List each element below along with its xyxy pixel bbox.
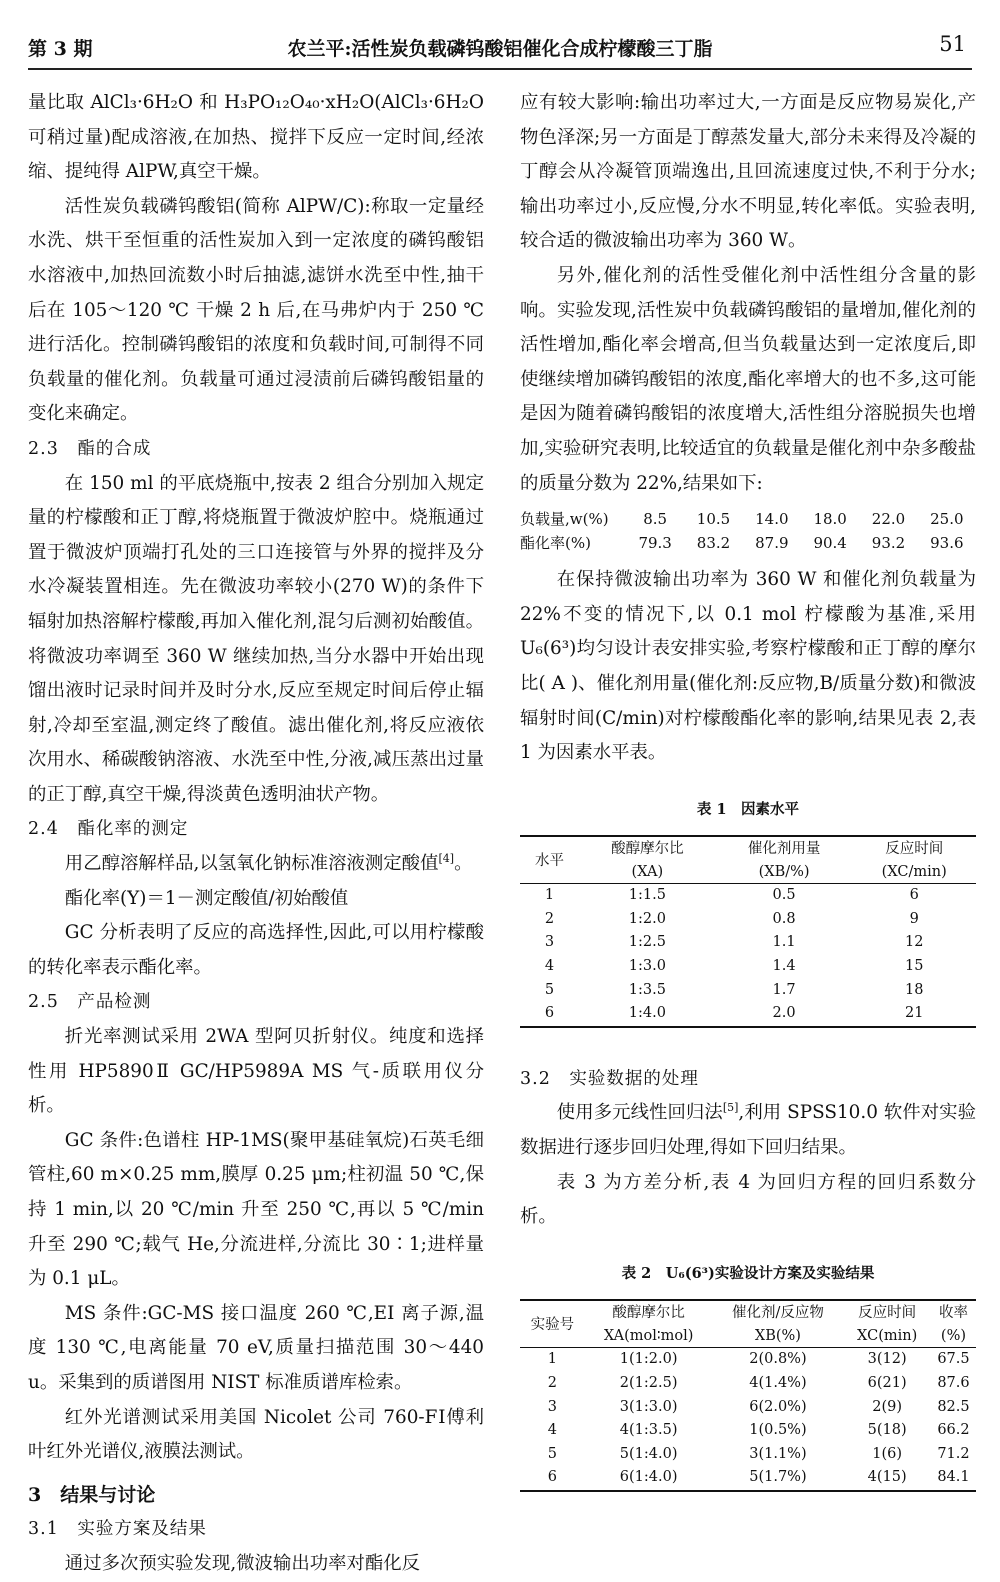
table-1 <box>520 835 976 1028</box>
table-cell: 18 <box>905 981 924 998</box>
table-cell: 71.2 <box>937 1445 970 1462</box>
table-cell: 6 <box>544 1005 555 1022</box>
table-cell: 2 <box>547 1375 558 1391</box>
right-column <box>520 86 976 1492</box>
column-subheader: XC(min) <box>843 1324 931 1348</box>
table-cell: 4(1.4%) <box>749 1375 807 1391</box>
table-cell: 1:2.5 <box>628 934 666 951</box>
table-cell: 5 <box>544 981 555 998</box>
section-heading-3: 3 结果与讨论 <box>28 1483 156 1506</box>
table-row <box>520 884 976 908</box>
table-row <box>520 1396 976 1420</box>
table-2-caption: 表 2 U₆(6³)实验设计方案及实验结果 <box>621 1264 875 1282</box>
paragraph: GC 分析表明了反应的高选择性,因此,可以用柠檬酸的转化率表示酯化率。 <box>28 922 484 978</box>
table-cell: 82.5 <box>937 1398 970 1415</box>
page-number: 51 <box>939 32 966 56</box>
table-cell: 15 <box>905 958 924 975</box>
table-cell: 3 <box>547 1398 558 1415</box>
value: 22.0 <box>871 510 906 529</box>
column-subheader: XB(%) <box>713 1324 844 1348</box>
table-cell: 1:2.0 <box>628 910 666 927</box>
left-column <box>28 86 484 1582</box>
table-row <box>520 1348 976 1372</box>
row-label: 负载量,w(%) <box>520 510 609 529</box>
paragraph: 活性炭负载磷钨酸铝(简称 AlPW/C):称取一定量经水洗、烘干至恒重的活性炭加入到一定浓度的磷钨酸铝水溶液中,加热回流数小时后抽滤,滤饼水洗至中性,抽干后在 105～120 ℃ 干燥 2 h 后,在马弗炉内于 250 ℃进行活化。控制磷钨酸铝的浓度和负载时间,可制得不同负载量的催化剂。负载量可通过浸渍前后磷钨酸铝量的变化来确定。 <box>28 195 484 425</box>
table-cell: 1 <box>547 1351 558 1368</box>
table-row <box>520 908 976 932</box>
table-row <box>520 1419 976 1443</box>
paragraph: 表 3 为方差分析,表 4 为回归方程的回归系数分析。 <box>520 1171 976 1228</box>
table-cell: 5(1.7%) <box>749 1469 807 1486</box>
paragraph: 量比取 AlCl₃·6H₂O 和 H₃PO₁₂O₄₀·xH₂O(AlCl₃·6H₂O 可稍过量)配成溶液,在加热、搅拌下反应一定时间,经浓缩、提纯得 AlPW,真空干燥。 <box>28 92 484 183</box>
table-cell: 6(1:4.0) <box>619 1469 678 1486</box>
paragraph: 红外光谱测试采用美国 Nicolet 公司 760-FⅠ傅利叶红外光谱仪,液膜法测试。 <box>28 1406 484 1463</box>
table-row <box>520 1372 976 1396</box>
column-header: 酸醇摩尔比 <box>611 841 684 858</box>
table-cell: 1 <box>544 887 555 904</box>
text: 使用多元线性回归法 <box>556 1102 723 1124</box>
table-cell: 66.2 <box>937 1422 970 1439</box>
paragraph: 在 150 ml 的平底烧瓶中,按表 2 组合分别加入规定量的柠檬酸和正丁醇,将烧瓶置于微波炉腔中。烧瓶通过置于微波炉顶端打孔处的三口连接管与外界的搅拌及分水冷凝装置相连。先在微波功率较小(270 W)的条件下辐射加热溶解柠檬酸,再加入催化剂,混匀后测初始酸值。将微波功率调至 360 W 继续加热,当分水器中开始出现馏出液时记录时间并及时分水,反应至规定时间后停止辐射,冷却至室温,测定终了酸值。滤出催化剂,将反应液依次用水、稀碳酸钠溶液、水洗至中性,分液,减压蒸出过量的正丁醇,真空干燥,得淡黄色透明油状产物。 <box>28 472 484 805</box>
column-subheader: (XA) <box>579 860 716 884</box>
table-cell: 3(1:3.0) <box>619 1398 678 1415</box>
value: 18.0 <box>813 510 847 529</box>
table-cell: 1:4.0 <box>628 1005 666 1022</box>
table-cell: 67.5 <box>937 1351 970 1368</box>
table-cell: 4(15) <box>867 1469 907 1486</box>
table-row <box>520 955 976 979</box>
value: 10.5 <box>696 510 731 529</box>
table-cell: 5 <box>547 1445 558 1462</box>
text: ,利用 SPSS10.0 软件对实验数据进行逐步回归处理,得如下回归结果。 <box>520 1102 976 1159</box>
table-row <box>520 979 976 1003</box>
value: 83.2 <box>696 534 731 553</box>
running-title: 农兰平:活性炭负载磷钨酸铝催化合成柠檬酸三丁脂 <box>287 38 713 60</box>
citation-ref: [5] <box>722 1101 739 1115</box>
table-cell: 87.6 <box>937 1375 970 1391</box>
value: 93.2 <box>871 534 906 553</box>
column-subheader: (XB/%) <box>716 860 853 884</box>
column-header: 酸醇摩尔比 <box>612 1305 685 1322</box>
column-header: 收率 <box>938 1305 968 1322</box>
table-cell: 1.4 <box>772 958 796 975</box>
paragraph: 在保持微波输出功率为 360 W 和催化剂负载量为 22%不变的情况下,以 0.1 mol 柠檬酸为基准,采用 U₆(6³)均匀设计表安排实验,考察柠檬酸和正丁醇的摩尔比( A )、催化剂用量(催化剂:反应物,B/质量分数)和微波辐射时间(C/min)对柠檬酸酯化率的影响,结果见表 2,表 1 为因素水平表。 <box>520 569 976 764</box>
table-cell: 0.8 <box>772 910 796 927</box>
table-cell: 2 <box>544 910 555 927</box>
table-cell: 4 <box>547 1422 558 1439</box>
section-heading-3-2: 3.2 实验数据的处理 <box>520 1068 699 1089</box>
table-cell: 6(2.0%) <box>749 1398 807 1415</box>
paragraph: 通过多次预实验发现,微波输出功率对酯化反 <box>64 1552 421 1574</box>
loading-results <box>520 507 976 555</box>
value: 8.5 <box>643 510 668 529</box>
table-2 <box>520 1299 976 1492</box>
table-row <box>520 1443 976 1467</box>
table-cell: 5(1:4.0) <box>619 1445 678 1462</box>
column-subheader: XA(mol∶mol) <box>585 1324 713 1348</box>
table-cell: 6 <box>909 887 919 904</box>
table-cell: 2(9) <box>872 1398 903 1415</box>
table-cell: 1:3.0 <box>628 958 666 975</box>
paragraph <box>28 847 484 882</box>
value: 25.0 <box>930 510 964 529</box>
column-subheader: (%) <box>931 1324 976 1348</box>
section-heading-3-1: 3.1 实验方案及结果 <box>28 1519 207 1540</box>
value: 14.0 <box>755 510 789 529</box>
table-cell: 3(12) <box>867 1351 907 1368</box>
column-subheader: (XC/min) <box>852 860 976 884</box>
table-cell: 6(21) <box>867 1375 907 1391</box>
table-cell: 1:1.5 <box>628 887 666 904</box>
table-cell: 84.1 <box>937 1469 970 1486</box>
column-header: 水平 <box>520 836 579 884</box>
equation: 酯化率(Y)＝1－测定酸值/初始酸值 <box>64 887 349 909</box>
table-cell: 6 <box>547 1469 558 1486</box>
paragraph: 折光率测试采用 2WA 型阿贝折射仪。纯度和选择性用 HP5890Ⅱ GC/HP5989A MS 气-质联用仪分析。 <box>28 1026 484 1117</box>
table-cell: 2(0.8%) <box>749 1351 807 1368</box>
table-cell: 12 <box>905 934 924 951</box>
table-cell: 1(1:2.0) <box>619 1351 678 1368</box>
table-cell: 2(1:2.5) <box>619 1375 678 1391</box>
table-cell: 1(0.5%) <box>749 1422 807 1439</box>
table-row <box>520 1002 976 1027</box>
table-row <box>520 931 976 955</box>
table-cell: 5(18) <box>867 1422 907 1439</box>
section-heading-2-4: 2.4 酯化率的测定 <box>28 819 189 840</box>
text: 。 <box>454 853 473 875</box>
table-cell: 2.0 <box>772 1005 796 1022</box>
section-heading-2-5: 2.5 产品检测 <box>28 992 152 1013</box>
table-row <box>520 1466 976 1491</box>
table-cell: 3(1.1%) <box>749 1445 807 1462</box>
table-1-caption: 表 1 因素水平 <box>696 800 800 818</box>
value: 93.6 <box>930 534 964 553</box>
text: 用乙醇溶解样品,以氢氧化钠标准溶液测定酸值 <box>64 853 439 875</box>
paragraph: 另外,催化剂的活性受催化剂中活性组分含量的影响。实验发现,活性炭中负载磷钨酸铝的量增加,催化剂的活性增加,酯化率会增高,但当负载量达到一定浓度后,即使继续增加磷钨酸铝的浓度,酯化率增大的也不多,这可能是因为随着磷钨酸铝的浓度增大,活性组分溶脱损失也增加,实验研究表明,比较适宜的负载量是催化剂中杂多酸盐的质量分数为 22%,结果如下: <box>520 264 976 494</box>
table-cell: 3 <box>544 934 555 951</box>
table-cell: 1.1 <box>772 934 796 951</box>
table-cell: 0.5 <box>772 887 796 904</box>
running-header <box>28 28 972 70</box>
paragraph <box>520 1096 976 1165</box>
value: 87.9 <box>755 534 789 553</box>
value: 90.4 <box>813 534 847 553</box>
paragraph: MS 条件:GC-MS 接口温度 260 ℃,EI 离子源,温度 130 ℃,电离能量 70 eV,质量扫描范围 30～440 u。采集到的质谱图用 NIST 标准质谱库检索。 <box>28 1302 484 1393</box>
column-header: 反应时间 <box>858 1305 917 1322</box>
value: 79.3 <box>638 534 672 553</box>
table-cell: 1(6) <box>872 1445 903 1462</box>
paragraph: 应有较大影响:输出功率过大,一方面是反应物易炭化,产物色泽深;另一方面是丁醇蒸发量大,部分未来得及冷凝的丁醇会从冷凝管顶端逸出,且回流速度过快,不利于分水;输出功率过小,反应慢,分水不明显,转化率低。实验表明,较合适的微波输出功率为 360 W。 <box>520 92 976 252</box>
issue-number: 第 3 期 <box>28 38 93 60</box>
row-label: 酯化率(%) <box>520 534 591 553</box>
table-cell: 9 <box>909 910 919 927</box>
citation-ref: [4] <box>438 851 455 865</box>
column-header: 实验号 <box>520 1300 585 1348</box>
table-cell: 1.7 <box>772 981 796 998</box>
section-heading-2-3: 2.3 酯的合成 <box>28 438 152 459</box>
table-cell: 21 <box>905 1005 924 1022</box>
table-cell: 1:3.5 <box>628 981 666 998</box>
table-cell: 4 <box>544 958 555 975</box>
column-header: 催化剂用量 <box>747 841 821 858</box>
column-header: 催化剂/反应物 <box>731 1305 824 1322</box>
column-header: 反应时间 <box>885 841 944 858</box>
paragraph: GC 条件:色谱柱 HP-1MS(聚甲基硅氧烷)石英毛细管柱,60 m×0.25 mm,膜厚 0.25 μm;柱初温 50 ℃,保持 1 min,以 20 ℃/min 升至 250 ℃,再以 5 ℃/min 升至 290 ℃;载气 He,分流进样,分流比 30∶1;进样量为 0.1 μL。 <box>28 1129 484 1290</box>
table-cell: 4(1:3.5) <box>619 1422 678 1439</box>
